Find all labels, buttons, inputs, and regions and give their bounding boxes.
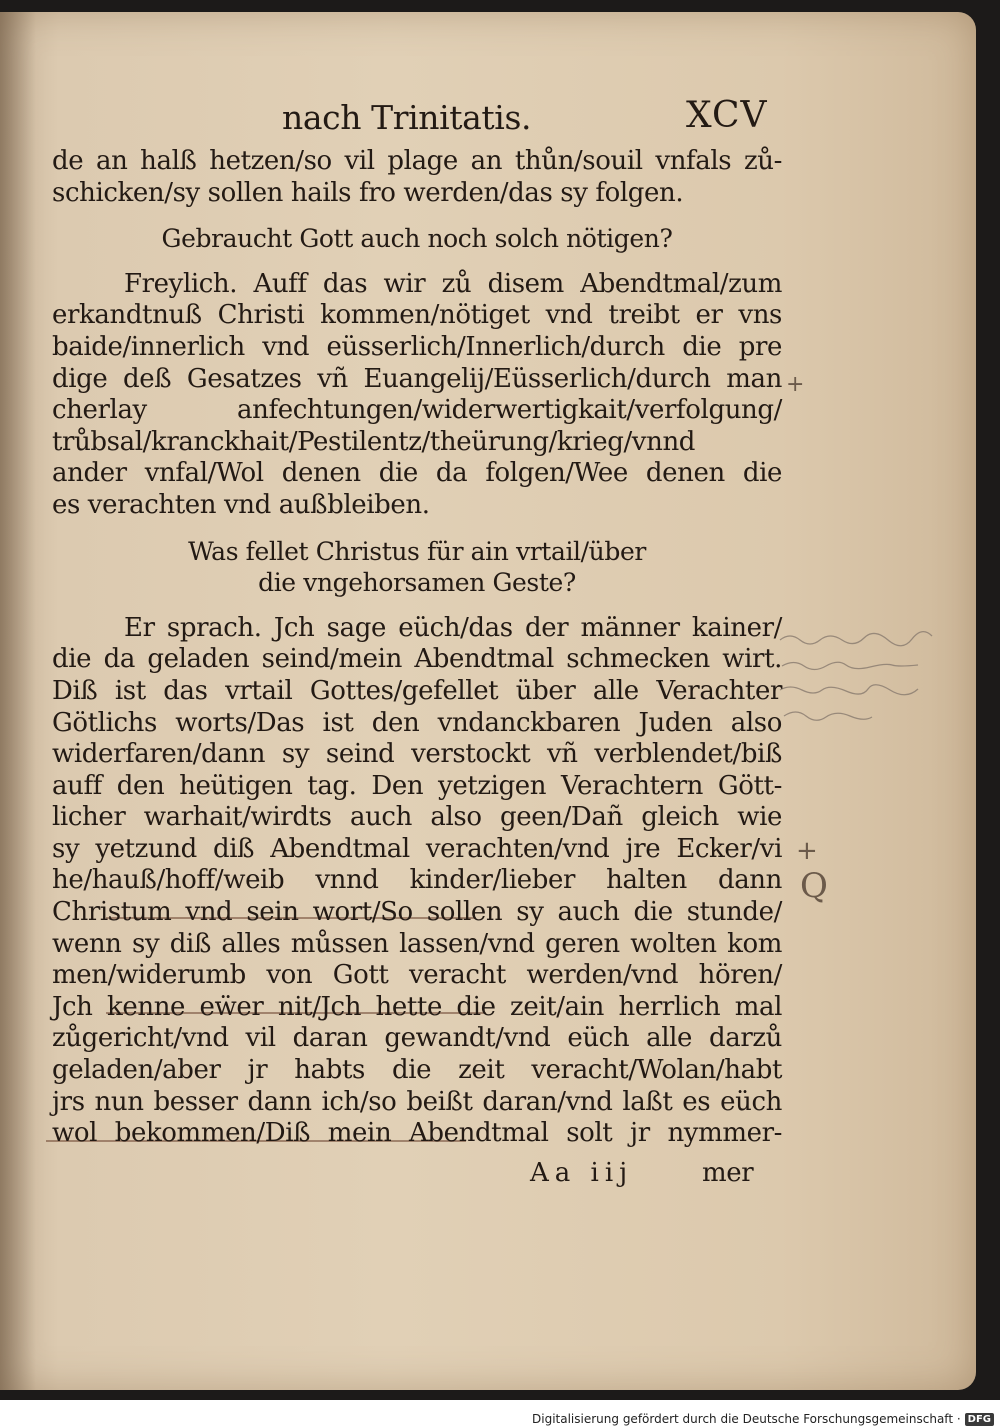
answer-paragraph	[52, 269, 782, 522]
text-line: schicken/sy sollen hails fro werden/das sy folgen.	[52, 177, 684, 208]
page-text	[52, 95, 782, 1196]
signature-mark: Aa iij	[530, 1157, 634, 1188]
margin-handwritten-note	[776, 628, 966, 738]
catchline	[52, 1156, 782, 1196]
text-line: wenn sy diß alles můssen lassen/vnd geren wolten kom	[52, 928, 782, 959]
text-line: jrs nun besser dann ich/so beißt daran/vnd laßt es eüch	[52, 1086, 782, 1117]
text-line: dige deß Gesatzes vñ Euangelij/Eüsserlich/durch man	[52, 363, 782, 394]
text-line: trůbsal/kranckhait/Pestilentz/theürung/krieg/vnnd	[52, 426, 696, 457]
running-header	[52, 95, 782, 146]
page-gutter-shadow	[0, 12, 36, 1390]
folio-number: XCV	[686, 95, 768, 136]
catchword: mer	[702, 1157, 754, 1188]
question-heading: Gebraucht Gott auch noch solch nötigen?	[161, 224, 673, 254]
question-line: Was fellet Christus für ain vrtail/über	[188, 536, 646, 566]
text-line: ander vnfal/Wol denen die da folgen/Wee denen die	[52, 458, 782, 489]
text-line: de an halß hetzen/so vil plage an thůn/souil vnfals zů-	[52, 146, 782, 176]
text-line: widerfaren/dann sy seind verstockt vñ verblendet/biß	[52, 739, 782, 770]
text-line: erkandtnuß Christi kommen/nötiget vnd treibt er vns	[52, 300, 782, 331]
text-line: he/hauß/hoff/weib vnnd kinder/lieber halten dann	[52, 865, 782, 896]
text-line: Er sprach. Jch sage eüch/das der männer kainer/	[124, 612, 782, 643]
text-line: sy yetzund diß Abendtmal verachten/vnd jre Ecker/vi	[52, 833, 782, 864]
running-title: nach Trinitatis.	[282, 98, 532, 137]
margin-q-mark: Q	[800, 866, 828, 906]
text-line: cherlay anfechtungen/widerwertigkait/verfolgung/	[52, 395, 782, 426]
text-line: Christum vnd sein wort/So sollen sy auch die stunde/	[52, 897, 782, 928]
dfg-logo: DFG	[965, 1413, 994, 1426]
digitization-credit	[532, 1412, 994, 1426]
text-line: Götlichs worts/Das ist den vndanckbaren Juden also	[52, 707, 782, 738]
text-line: baide/innerlich vnd eüsserlich/Innerlich/durch die pre	[52, 331, 782, 362]
text-line: die da geladen seind/mein Abendtmal schmecken wirt.	[52, 644, 782, 675]
text-line: geladen/aber jr habts die zeit veracht/Wolan/habt	[52, 1055, 782, 1086]
text-line: men/widerumb von Gott veracht werden/vnd hören/	[52, 960, 782, 991]
text-line: Diß ist das vrtail Gottes/gefellet über alle Verachter	[52, 675, 782, 706]
text-line: auff den heütigen tag. Den yetzigen Verachtern Gött-	[52, 770, 782, 801]
text-line: licher warhait/wirdts auch also geen/Dañ gleich wie	[52, 802, 782, 833]
text-line: Freylich. Auff das wir zů disem Abendtmal/zum	[124, 268, 782, 299]
margin-cross-mark: +	[796, 836, 818, 866]
question-line: die vngehorsamen Geste?	[258, 568, 576, 598]
margin-cross-mark: +	[786, 372, 805, 397]
text-line: Jch kenne eẅer nit/Jch hette die zeit/ain herrlich mal	[52, 991, 782, 1022]
text-line: wol bekommen/Diß mein Abendtmal solt jr nymmer-	[52, 1118, 782, 1149]
question-heading-2	[52, 536, 782, 599]
paragraph-continuation	[52, 146, 782, 209]
text-line: es verachten vnd außbleiben.	[52, 489, 430, 520]
text-line: zůgericht/vnd vil daran gewandt/vnd eüch alle darzů	[52, 1023, 782, 1054]
credit-text: Digitalisierung gefördert durch die Deutsche Forschungsgemeinschaft ·	[532, 1412, 961, 1426]
answer-paragraph-2	[52, 613, 782, 1150]
